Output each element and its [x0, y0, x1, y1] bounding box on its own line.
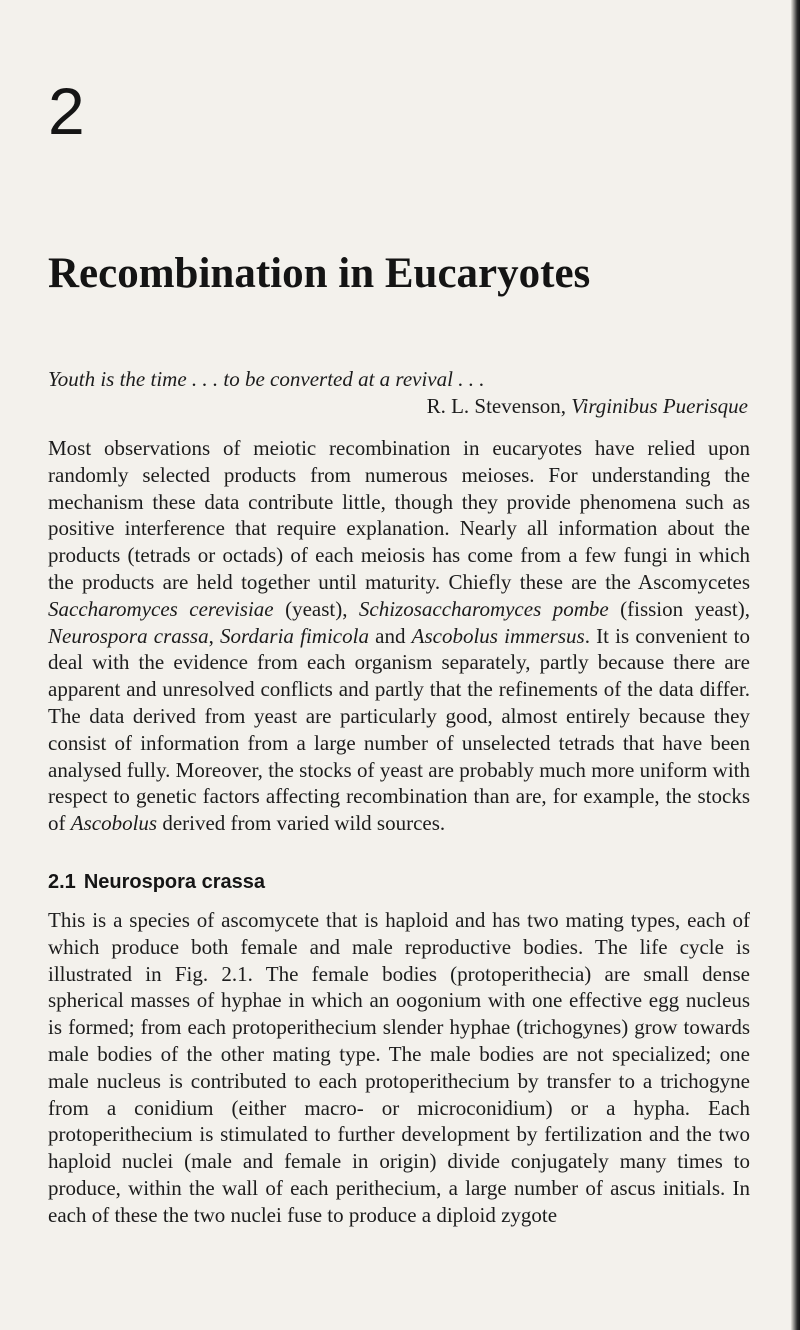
text-run: . It is convenient to deal with the evidence from each organism separately, partly because there are apparent and unresolved conflicts and partly that the refinements of the data differ. The data derived from yeast are particularly good, almost entirely because they consist of information from a large number of unselected tetrads that have been analysed fully. Moreover, the stocks of yeast are probably much more uniform with respect to genetic factors affecting recombination than are, for example, the stocks of	[48, 623, 750, 836]
species-name: Sordaria fimicola	[220, 623, 369, 648]
chapter-title: Recombination in Eucaryotes	[48, 250, 591, 297]
species-name: Ascobolus	[70, 811, 158, 836]
section-title: Neurospora crassa	[83, 871, 266, 893]
section-heading	[48, 871, 265, 894]
epigraph	[48, 366, 748, 420]
species-name: Neurospora crassa	[48, 623, 209, 648]
section-paragraph: This is a species of ascomycete that is haploid and has two mating types, each of which produce both female and male reproductive bodies. The life cycle is illustrated in Fig. 2.1. The female bodies (protoperithecia) are small dense spherical masses of hyphae in which an oogonium with one effective egg nucleus is formed; from each protoperithecium slender hyphae (trichogynes) grow towards male bodies of the other mating type. The male bodies are not specialized; one male nucleus is contributed to each protoperithecium by transfer to a trichogyne from a conidium (either macro- or microconidium) or a hypha. Each protoperithecium is stimulated to further development by fertilization and the two haploid nuclei (male and female in origin) divide conjugately many times to produce, within the wall of each perithecium, a large number of ascus initials. In each of these the two nuclei fuse to produce a diploid zygote	[48, 908, 750, 1227]
epigraph-attribution	[48, 393, 748, 420]
species-name: Schizosaccharomyces pombe	[358, 596, 609, 621]
intro-paragraph	[48, 435, 750, 837]
text-run: Most observations of meiotic recombination in eucaryotes have relied upon randomly selected products from numerous meioses. For understanding the mechanism these data contribute little, though they provide phenomena such as positive interference that require explanation. Nearly all information about the products (tetrads or octads) of each meiosis has come from a few fungi in which the products are held together until maturity. Chiefly these are the Ascomycetes	[48, 436, 750, 594]
epigraph-work: Virginibus Puerisque	[571, 394, 748, 418]
chapter-number: 2	[48, 74, 85, 148]
species-name: Saccharomyces cerevisiae	[48, 596, 274, 621]
text-run: (fission yeast),	[608, 596, 750, 621]
epigraph-author: R. L. Stevenson,	[426, 394, 566, 418]
epigraph-quote: Youth is the time . . . to be converted at a revival . . .	[48, 367, 485, 391]
text-run: and	[368, 623, 412, 648]
text-run: derived from varied wild sources.	[157, 811, 446, 836]
text-run: ,	[208, 623, 221, 648]
species-name: Ascobolus immersus	[411, 623, 585, 648]
page-edge-shadow	[791, 0, 800, 1330]
section-number: 2.1	[48, 871, 76, 893]
text-run: (yeast),	[273, 596, 359, 621]
